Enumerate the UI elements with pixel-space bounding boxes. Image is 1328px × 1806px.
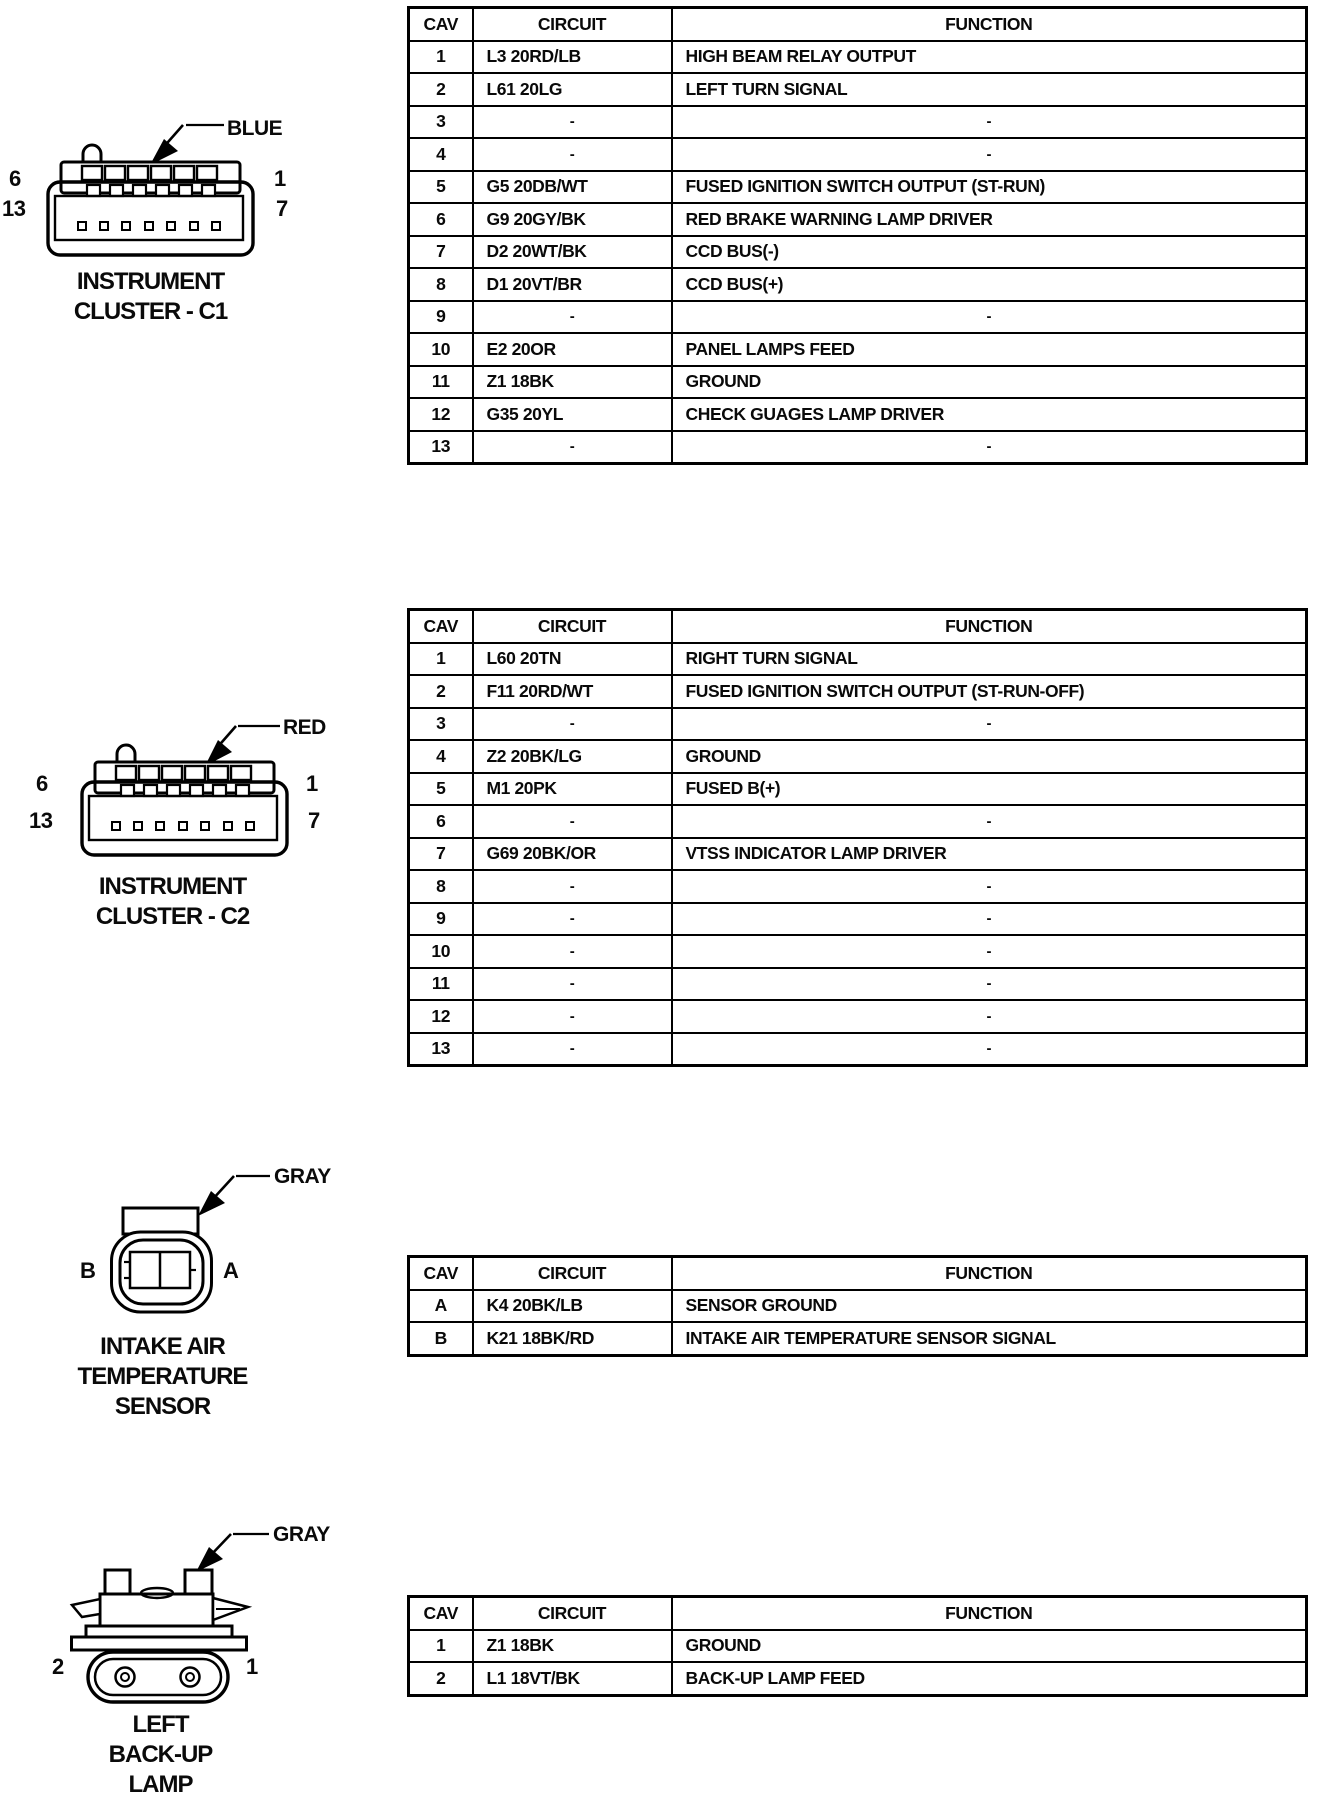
cav-cell: 7 — [409, 838, 473, 871]
function-cell: GROUND — [672, 740, 1307, 773]
circuit-cell: L1 18VT/BK — [473, 1662, 672, 1695]
circuit-cell: - — [473, 708, 672, 741]
function-cell: - — [672, 935, 1307, 968]
circuit-cell: - — [473, 431, 672, 464]
function-cell: - — [672, 708, 1307, 741]
pin-number-label: 6 — [36, 771, 48, 796]
figure-instrument-cluster-c1 — [0, 95, 340, 335]
2-pin-oval-connector-drawing — [112, 1208, 212, 1312]
circuit-cell: Z1 18BK — [473, 366, 672, 399]
connector-color-label: GRAY — [274, 1165, 331, 1188]
cav-cell: 7 — [409, 236, 473, 269]
column-header-circuit: CIRCUIT — [473, 8, 672, 41]
circuit-cell: K21 18BK/RD — [473, 1322, 672, 1355]
table-row — [409, 903, 1307, 936]
table-row — [409, 366, 1307, 399]
cav-cell: 11 — [409, 968, 473, 1001]
circuit-cell: L61 20LG — [473, 73, 672, 106]
figure-instrument-cluster-c2 — [0, 610, 340, 940]
function-cell: HIGH BEAM RELAY OUTPUT — [672, 41, 1307, 74]
function-cell: RED BRAKE WARNING LAMP DRIVER — [672, 203, 1307, 236]
circuit-cell: G69 20BK/OR — [473, 838, 672, 871]
cav-cell: 2 — [409, 1662, 473, 1695]
cav-cell: 9 — [409, 903, 473, 936]
table-row — [409, 431, 1307, 464]
figure-title-line: BACK-UP — [108, 1741, 213, 1768]
pin-number-label: 7 — [276, 196, 288, 221]
circuit-cell: - — [473, 903, 672, 936]
circuit-cell: - — [473, 935, 672, 968]
cav-cell: 5 — [409, 171, 473, 204]
function-cell: - — [672, 968, 1307, 1001]
figure-title-line: CLUSTER - C2 — [95, 903, 250, 930]
cav-cell: 5 — [409, 773, 473, 806]
column-header-circuit: CIRCUIT — [473, 1597, 672, 1630]
circuit-cell: G9 20GY/BK — [473, 203, 672, 236]
column-header-cav: CAV — [409, 610, 473, 643]
circuit-cell: Z1 18BK — [473, 1630, 672, 1663]
cav-cell: 2 — [409, 73, 473, 106]
circuit-cell: - — [473, 968, 672, 1001]
circuit-cell: - — [473, 106, 672, 139]
table-header-row — [409, 1597, 1307, 1630]
table-row — [409, 1000, 1307, 1033]
function-cell: - — [672, 301, 1307, 334]
pointer-arrow-icon — [196, 1534, 269, 1572]
circuit-cell: - — [473, 301, 672, 334]
function-cell: - — [672, 431, 1307, 464]
column-header-function: FUNCTION — [672, 1257, 1307, 1290]
table-row — [409, 773, 1307, 806]
function-cell: INTAKE AIR TEMPERATURE SENSOR SIGNAL — [672, 1322, 1307, 1355]
pin-number-label: 2 — [52, 1654, 64, 1679]
figure-title-line: INTAKE AIR — [100, 1333, 225, 1360]
function-cell: - — [672, 805, 1307, 838]
circuit-cell: D2 20WT/BK — [473, 236, 672, 269]
pointer-arrow-icon — [205, 726, 280, 766]
table-row — [409, 740, 1307, 773]
function-cell: RIGHT TURN SIGNAL — [672, 643, 1307, 676]
table-row — [409, 805, 1307, 838]
figure-title — [38, 267, 263, 327]
pin-number-label: 1 — [274, 166, 286, 191]
cav-cell: 10 — [409, 935, 473, 968]
cav-cell: 13 — [409, 431, 473, 464]
table-header-row — [409, 610, 1307, 643]
cav-cell: 2 — [409, 675, 473, 708]
function-cell: GROUND — [672, 1630, 1307, 1663]
function-cell: - — [672, 870, 1307, 903]
circuit-cell: L3 20RD/LB — [473, 41, 672, 74]
table-row — [409, 1290, 1307, 1323]
circuit-cell: F11 20RD/WT — [473, 675, 672, 708]
table-row — [409, 138, 1307, 171]
lamp-socket-drawing — [72, 1570, 249, 1702]
function-cell: CHECK GUAGES LAMP DRIVER — [672, 398, 1307, 431]
cav-cell: 8 — [409, 268, 473, 301]
table-row — [409, 1662, 1307, 1695]
pointer-arrow-icon — [150, 125, 224, 165]
column-header-circuit: CIRCUIT — [473, 1257, 672, 1290]
pin-letter-label: B — [80, 1258, 96, 1283]
cav-cell: 1 — [409, 41, 473, 74]
column-header-function: FUNCTION — [672, 8, 1307, 41]
function-cell: FUSED IGNITION SWITCH OUTPUT (ST-RUN) — [672, 171, 1307, 204]
function-cell: GROUND — [672, 366, 1307, 399]
cav-cell: 4 — [409, 740, 473, 773]
function-cell: - — [672, 106, 1307, 139]
table-row — [409, 398, 1307, 431]
pin-number-label: 1 — [306, 771, 318, 796]
figure-title-line: LAMP — [128, 1771, 193, 1798]
circuit-cell: - — [473, 1033, 672, 1066]
function-cell: VTSS INDICATOR LAMP DRIVER — [672, 838, 1307, 871]
pin-letter-label: A — [223, 1258, 239, 1283]
table-row — [409, 171, 1307, 204]
function-cell: - — [672, 903, 1307, 936]
function-cell: CCD BUS(+) — [672, 268, 1307, 301]
cav-cell: 12 — [409, 1000, 473, 1033]
connector-color-label: BLUE — [227, 117, 283, 140]
table-row — [409, 203, 1307, 236]
circuit-cell: K4 20BK/LB — [473, 1290, 672, 1323]
cav-cell: 1 — [409, 1630, 473, 1663]
figure-title-line: LEFT — [132, 1711, 189, 1738]
table-row — [409, 870, 1307, 903]
circuit-cell: - — [473, 870, 672, 903]
figure-title-line: INSTRUMENT — [98, 873, 247, 900]
cav-cell: 10 — [409, 333, 473, 366]
function-cell: BACK-UP LAMP FEED — [672, 1662, 1307, 1695]
circuit-cell: D1 20VT/BR — [473, 268, 672, 301]
table-row — [409, 935, 1307, 968]
column-header-cav: CAV — [409, 1597, 473, 1630]
column-header-cav: CAV — [409, 8, 473, 41]
column-header-function: FUNCTION — [672, 610, 1307, 643]
function-cell: FUSED B(+) — [672, 773, 1307, 806]
table-row — [409, 73, 1307, 106]
figure-title — [50, 1332, 275, 1422]
cav-cell: 11 — [409, 366, 473, 399]
cav-cell: 13 — [409, 1033, 473, 1066]
table-row — [409, 268, 1307, 301]
circuit-cell: G35 20YL — [473, 398, 672, 431]
function-cell: - — [672, 138, 1307, 171]
connector-color-label: RED — [283, 716, 326, 739]
column-header-circuit: CIRCUIT — [473, 610, 672, 643]
table-row — [409, 708, 1307, 741]
cav-cell: 8 — [409, 870, 473, 903]
function-cell: SENSOR GROUND — [672, 1290, 1307, 1323]
figure-left-back-up-lamp — [0, 1520, 340, 1806]
figure-intake-air-temperature-sensor — [0, 1160, 340, 1422]
column-header-function: FUNCTION — [672, 1597, 1307, 1630]
table-row — [409, 643, 1307, 676]
function-cell: CCD BUS(-) — [672, 236, 1307, 269]
figure-title-line: INSTRUMENT — [76, 268, 225, 295]
pinout-table-intake-air-temperature-sensor — [407, 1255, 1308, 1357]
table-row — [409, 1630, 1307, 1663]
figure-title — [48, 1710, 273, 1800]
cav-cell: 6 — [409, 805, 473, 838]
table-header-row — [409, 8, 1307, 41]
table-row — [409, 675, 1307, 708]
circuit-cell: - — [473, 138, 672, 171]
cav-cell: 4 — [409, 138, 473, 171]
pin-number-label: 13 — [2, 196, 26, 221]
figure-title-line: TEMPERATURE — [77, 1363, 248, 1390]
table-row — [409, 301, 1307, 334]
pin-number-label: 7 — [308, 808, 320, 833]
function-cell: FUSED IGNITION SWITCH OUTPUT (ST-RUN-OFF) — [672, 675, 1307, 708]
table-row — [409, 236, 1307, 269]
circuit-cell: - — [473, 1000, 672, 1033]
function-cell: LEFT TURN SIGNAL — [672, 73, 1307, 106]
table-row — [409, 968, 1307, 1001]
figure-title-line: CLUSTER - C1 — [73, 298, 228, 325]
cav-cell: 9 — [409, 301, 473, 334]
cav-cell: 12 — [409, 398, 473, 431]
table-row — [409, 1033, 1307, 1066]
circuit-cell: M1 20PK — [473, 773, 672, 806]
cav-cell: 1 — [409, 643, 473, 676]
cav-cell: 6 — [409, 203, 473, 236]
table-row — [409, 41, 1307, 74]
circuit-cell: L60 20TN — [473, 643, 672, 676]
table-row — [409, 106, 1307, 139]
figure-title — [60, 872, 285, 932]
cav-cell: 3 — [409, 708, 473, 741]
circuit-cell: Z2 20BK/LG — [473, 740, 672, 773]
cav-cell: 3 — [409, 106, 473, 139]
cav-cell: A — [409, 1290, 473, 1323]
cav-cell: B — [409, 1322, 473, 1355]
column-header-cav: CAV — [409, 1257, 473, 1290]
table-header-row — [409, 1257, 1307, 1290]
connector-color-label: GRAY — [273, 1523, 330, 1546]
circuit-cell: - — [473, 805, 672, 838]
pinout-table-instrument-cluster-c2 — [407, 608, 1308, 1067]
figure-title-line: SENSOR — [114, 1393, 211, 1420]
pinout-table-left-back-up-lamp — [407, 1595, 1308, 1697]
pin-number-label: 1 — [246, 1654, 258, 1679]
table-row — [409, 333, 1307, 366]
13-pin-connector-drawing — [48, 145, 253, 255]
function-cell: PANEL LAMPS FEED — [672, 333, 1307, 366]
pinout-table-instrument-cluster-c1 — [407, 6, 1308, 465]
pointer-arrow-icon — [198, 1176, 270, 1216]
circuit-cell: E2 20OR — [473, 333, 672, 366]
function-cell: - — [672, 1000, 1307, 1033]
circuit-cell: G5 20DB/WT — [473, 171, 672, 204]
pin-number-label: 13 — [29, 808, 53, 833]
pin-number-label: 6 — [9, 166, 21, 191]
table-row — [409, 1322, 1307, 1355]
function-cell: - — [672, 1033, 1307, 1066]
table-row — [409, 838, 1307, 871]
13-pin-connector-drawing — [82, 745, 287, 855]
